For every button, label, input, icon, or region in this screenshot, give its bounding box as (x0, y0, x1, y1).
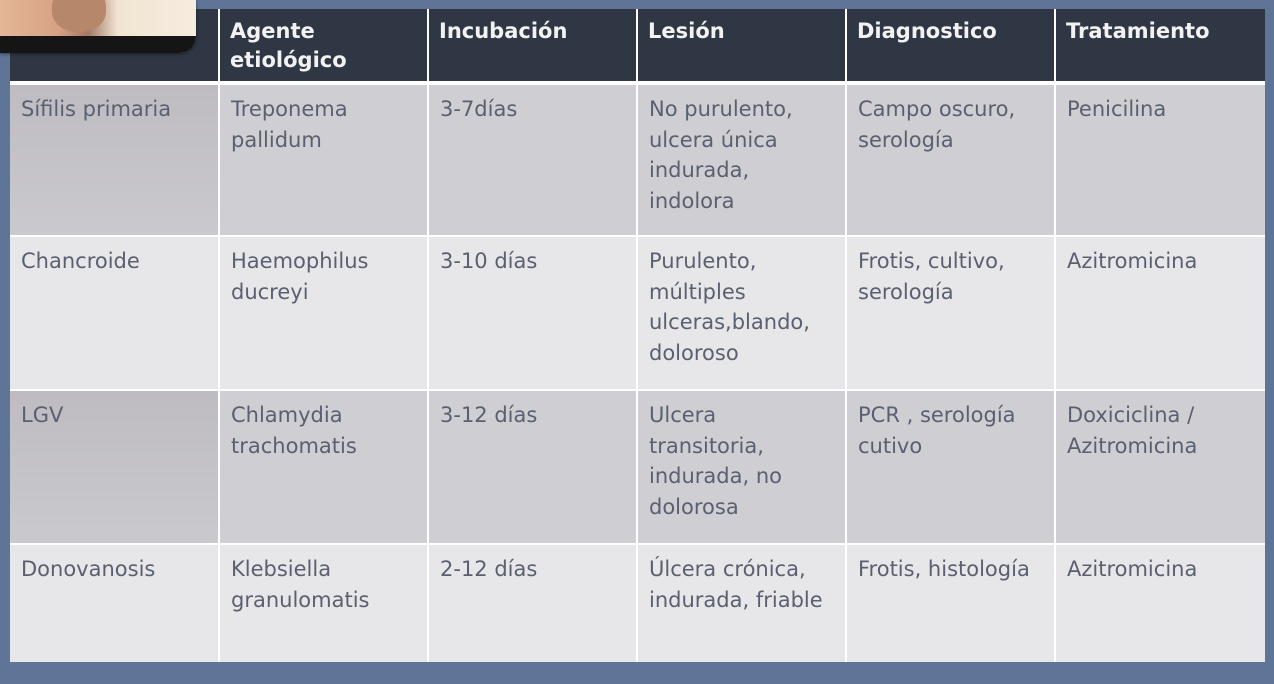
header-cell-diagnostico: Diagnostico (846, 9, 1055, 83)
table-cell: Úlcera crónica, indurada, friable (637, 544, 846, 662)
table-cell: Frotis, cultivo, serología (846, 236, 1055, 390)
table-cell: Purulento, múltiples ulceras,blando, doloroso (637, 236, 846, 390)
table-cell: Klebsiella granulomatis (219, 544, 428, 662)
table-cell: 3-10 días (428, 236, 637, 390)
webcam-bottom-strip (0, 36, 196, 53)
webcam-overlay (0, 0, 196, 53)
table-cell: Chancroide (10, 236, 219, 390)
table-cell: 3-12 días (428, 390, 637, 544)
table-cell: Haemophilus ducreyi (219, 236, 428, 390)
table-cell: Doxiciclina / Azitromicina (1055, 390, 1265, 544)
table-cell: Donovanosis (10, 544, 219, 662)
table-cell: 2-12 días (428, 544, 637, 662)
table-cell: PCR , serología cutivo (846, 390, 1055, 544)
table-cell: Azitromicina (1055, 544, 1265, 662)
table-cell: Campo oscuro, serología (846, 83, 1055, 236)
table-cell: 3-7días (428, 83, 637, 236)
table-row (10, 390, 1265, 544)
table-cell: Penicilina (1055, 83, 1265, 236)
table-cell: Ulcera transitoria, indurada, no dolorosa (637, 390, 846, 544)
table-header-row (10, 9, 1265, 83)
header-cell-tratamiento: Tratamiento (1055, 9, 1265, 83)
std-comparison-table (10, 9, 1265, 662)
table-cell: Chlamydia trachomatis (219, 390, 428, 544)
header-cell-agente: Agente etiológico (219, 9, 428, 83)
table-row (10, 83, 1265, 236)
table-cell: Azitromicina (1055, 236, 1265, 390)
table-row (10, 544, 1265, 662)
table-cell: No purulento, ulcera única indurada, indolora (637, 83, 846, 236)
table-row (10, 236, 1265, 390)
slide-table-container (10, 9, 1265, 660)
table-cell: Sífilis primaria (10, 83, 219, 236)
table-cell: Frotis, histología (846, 544, 1055, 662)
header-cell-incubacion: Incubación (428, 9, 637, 83)
header-cell-lesion: Lesión (637, 9, 846, 83)
table-cell: Treponema pallidum (219, 83, 428, 236)
table-cell: LGV (10, 390, 219, 544)
